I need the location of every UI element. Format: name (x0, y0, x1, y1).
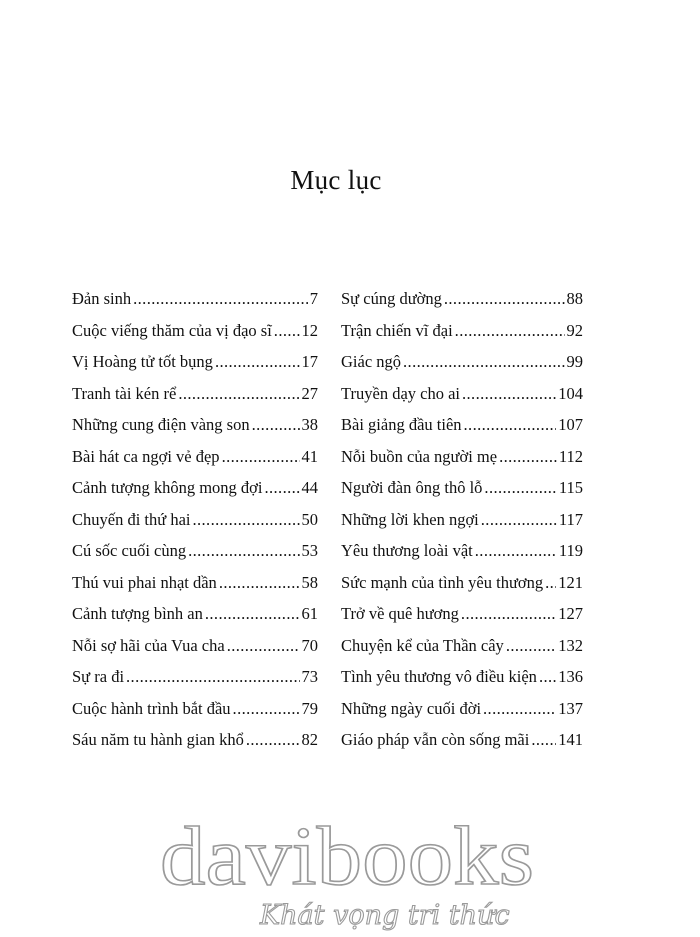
toc-entry-title: Những lời khen ngợi (341, 509, 479, 529)
toc-entry-title: Chuyện kể của Thần cây (341, 635, 504, 655)
dot-leader (499, 441, 557, 473)
toc-entry-page-number: 99 (566, 352, 583, 371)
toc-entry-page-number: 17 (301, 352, 318, 371)
toc-entry-title: Cảnh tượng bình an (72, 604, 203, 623)
toc-entry-title: Sự ra đi (72, 667, 125, 686)
dot-leader (205, 598, 300, 630)
dot-leader (403, 346, 564, 378)
toc-entry (341, 378, 583, 410)
toc-entry-title: Thú vui phai nhạt dần (72, 572, 217, 592)
dot-leader (264, 472, 299, 504)
toc-entry (341, 315, 583, 347)
toc-entry-title: Cảnh tượng không mong đợi (72, 478, 263, 497)
watermark-svg (158, 800, 538, 937)
toc-entry-title: Nỗi buồn của người mẹ (341, 446, 498, 466)
dot-leader (188, 535, 299, 567)
toc-entry-title: Vị Hoàng tử tốt bụng (72, 352, 213, 371)
toc-entry-title: Giác ngộ (341, 352, 402, 371)
toc-entry-title: Nỗi sợ hãi của Vua cha (72, 635, 225, 655)
toc-entry (341, 535, 583, 567)
toc-entry (72, 693, 318, 725)
toc-entry-page-number: 132 (558, 635, 583, 655)
toc-entry (72, 409, 318, 441)
dot-leader (464, 409, 557, 441)
toc-entry-page-number: 53 (301, 541, 318, 560)
toc-entry-title: Những ngày cuối đời (341, 698, 482, 718)
toc-entry-title: Tranh tài kén rể (72, 383, 177, 403)
toc-entry-page-number: 104 (558, 383, 583, 403)
dot-leader (252, 409, 300, 441)
toc-entry (72, 567, 318, 599)
dot-leader (215, 346, 300, 378)
toc-entry-page-number: 50 (301, 509, 318, 529)
toc-entry-title: Trận chiến vĩ đại (341, 320, 453, 340)
toc-entry-title: Truyền dạy cho ai (341, 383, 460, 403)
toc-entry-title: Tình yêu thương vô điều kiện (341, 667, 537, 686)
toc-entry-page-number: 27 (301, 383, 318, 403)
toc-entry-title: Bài giảng đầu tiên (341, 415, 462, 434)
toc-entry-title: Cú sốc cuối cùng (72, 541, 187, 560)
toc-entry-title: Sức mạnh của tình yêu thương (341, 572, 544, 592)
dot-leader (481, 504, 557, 536)
toc-entry-title: Sáu năm tu hành gian khổ (72, 730, 244, 749)
toc-entry-page-number: 38 (301, 415, 318, 434)
toc-entry (341, 567, 583, 599)
dot-leader (545, 567, 556, 599)
toc-entry (341, 693, 583, 725)
dot-leader (483, 693, 556, 725)
toc-entry (72, 661, 318, 693)
toc-entry-page-number: 136 (558, 667, 583, 686)
page-title: Mục lục (290, 165, 382, 195)
toc-right-column (341, 283, 583, 756)
toc-entry (341, 409, 583, 441)
toc-entry (72, 346, 318, 378)
toc-entry (341, 472, 583, 504)
dot-leader (506, 630, 556, 662)
toc-entry-page-number: 115 (558, 478, 583, 497)
toc-entry (341, 283, 583, 315)
toc-entry-title: Đản sinh (72, 289, 132, 308)
toc-entry-page-number: 141 (558, 730, 583, 749)
dot-leader (233, 693, 300, 725)
toc-entry-title: Bài hát ca ngợi vẻ đẹp (72, 446, 220, 466)
toc-entry-page-number: 121 (558, 572, 583, 592)
toc-entry-title: Cuộc viếng thăm của vị đạo sĩ (72, 320, 272, 340)
toc-entry-title: Chuyến đi thứ hai (72, 509, 191, 529)
dot-leader (274, 315, 300, 347)
toc-entry-title: Sự cúng dường (341, 289, 442, 308)
toc-entry (72, 283, 318, 315)
toc-entry-page-number: 7 (309, 289, 318, 308)
toc-entry (341, 630, 583, 662)
toc-entry-page-number: 44 (301, 478, 318, 497)
toc-entry-page-number: 70 (301, 635, 318, 655)
dot-leader (462, 378, 556, 410)
toc-left-column (72, 283, 318, 756)
dot-leader (133, 283, 308, 315)
toc-entry-page-number: 117 (558, 509, 583, 529)
toc-entry-page-number: 61 (301, 604, 318, 623)
davibooks-watermark-logo (158, 800, 538, 937)
toc-entry (341, 724, 583, 756)
toc-entry-title: Yêu thương loài vật (341, 541, 473, 560)
dot-leader (475, 535, 557, 567)
dot-leader (222, 441, 300, 473)
dot-leader (455, 315, 565, 347)
toc-entry-page-number: 119 (558, 541, 583, 560)
toc-entry-title: Cuộc hành trình bắt đầu (72, 698, 231, 718)
toc-entry (341, 346, 583, 378)
toc-entry-page-number: 92 (566, 320, 583, 340)
dot-leader (246, 724, 300, 756)
dot-leader (192, 504, 299, 536)
dot-leader (444, 283, 565, 315)
toc-entry (72, 441, 318, 473)
toc-entry-title: Người đàn ông thô lỗ (341, 478, 483, 497)
dot-leader (178, 378, 299, 410)
toc-entry-title: Những cung điện vàng son (72, 415, 250, 434)
dot-leader (531, 724, 556, 756)
toc-entry (72, 504, 318, 536)
toc-entry (72, 535, 318, 567)
toc-entry-page-number: 107 (558, 415, 583, 434)
toc-entry-page-number: 112 (558, 446, 583, 466)
toc-entry (341, 661, 583, 693)
dot-leader (539, 661, 556, 693)
toc-entry-page-number: 41 (301, 446, 318, 466)
dot-leader (227, 630, 300, 662)
toc-entry (72, 724, 318, 756)
toc-entry-page-number: 12 (301, 320, 318, 340)
toc-entry-page-number: 82 (301, 730, 318, 749)
toc-entry (72, 378, 318, 410)
watermark-slogan: Khát vọng tri thức (260, 900, 510, 931)
toc-entry-page-number: 73 (301, 667, 318, 686)
dot-leader (461, 598, 556, 630)
watermark-brand: davibooks (160, 810, 534, 903)
toc-entry (72, 315, 318, 347)
toc-entry (72, 598, 318, 630)
toc-entry (341, 504, 583, 536)
toc-entry-page-number: 79 (301, 698, 318, 718)
toc-entry (341, 598, 583, 630)
toc-entry-title: Giáo pháp vẫn còn sống mãi (341, 730, 530, 749)
toc-entry-page-number: 58 (301, 572, 318, 592)
toc-entry (72, 630, 318, 662)
toc-entry (341, 441, 583, 473)
toc-entry-title: Trở về quê hương (341, 604, 459, 623)
toc-entry-page-number: 137 (558, 698, 583, 718)
toc-entry-page-number: 88 (566, 289, 583, 308)
toc-entry (72, 472, 318, 504)
dot-leader (126, 661, 299, 693)
dot-leader (219, 567, 300, 599)
toc-entry-page-number: 127 (558, 604, 583, 623)
dot-leader (484, 472, 556, 504)
